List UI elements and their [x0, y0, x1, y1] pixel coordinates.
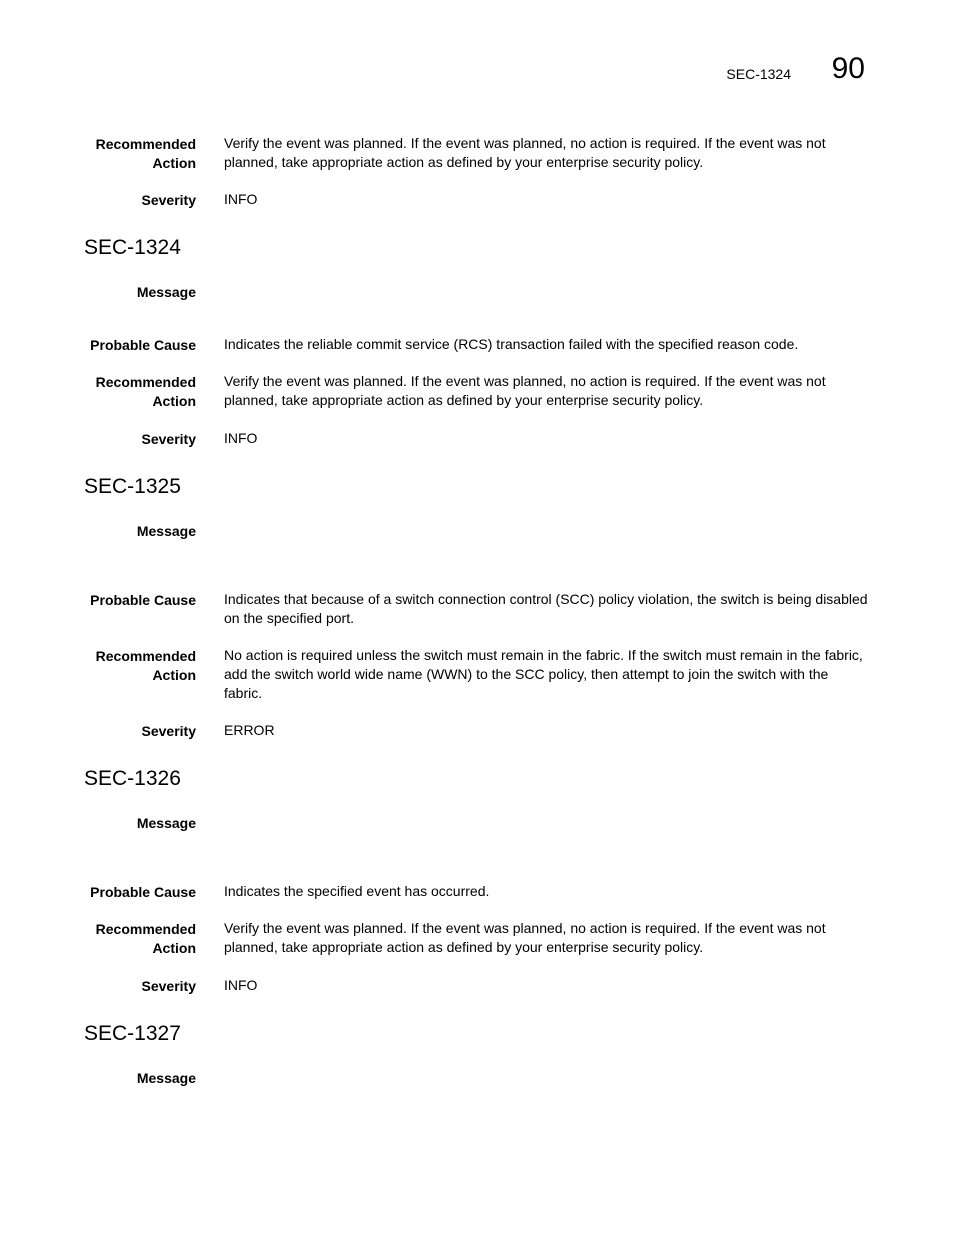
label-line: Recommended	[95, 374, 196, 390]
severity-label: Severity	[141, 723, 196, 739]
label-line: Action	[152, 940, 196, 956]
probable-cause-text: Indicates that because of a switch connection control (SCC) policy violation, the switch is being disabled on the specified port.	[224, 591, 868, 626]
entry-title: SEC-1325	[84, 475, 181, 498]
severity-label: Severity	[141, 978, 196, 994]
probable-cause-text: Indicates the reliable commit service (RCS) transaction failed with the specified reason code.	[224, 336, 799, 352]
running-header-section-code: SEC-1324	[726, 66, 791, 82]
label-line: Recommended	[95, 136, 196, 152]
recommended-action-label	[96, 135, 196, 173]
entry-title: SEC-1327	[84, 1022, 181, 1045]
severity-value: INFO	[224, 430, 258, 446]
recommended-action-text: Verify the event was planned. If the event was planned, no action is required. If the event was not planned, take appropriate action as defined by your enterprise security policy.	[224, 135, 826, 170]
recommended-action-label	[96, 920, 196, 958]
severity-value: INFO	[224, 191, 258, 207]
severity-label: Severity	[141, 431, 196, 447]
label-line: Action	[152, 667, 196, 683]
message-label: Message	[136, 284, 196, 300]
probable-cause-label: Probable Cause	[90, 592, 196, 608]
entry-title: SEC-1324	[84, 236, 181, 259]
entry-title: SEC-1326	[84, 767, 181, 790]
recommended-action-label	[96, 373, 196, 411]
recommended-action-label	[96, 647, 196, 685]
message-label: Message	[136, 1070, 196, 1086]
probable-cause-text: Indicates the specified event has occurred.	[224, 883, 490, 899]
probable-cause-label: Probable Cause	[90, 337, 196, 353]
recommended-action-text: Verify the event was planned. If the event was planned, no action is required. If the event was not planned, take appropriate action as defined by your enterprise security policy.	[224, 373, 826, 408]
severity-value: INFO	[224, 977, 258, 993]
recommended-action-text: No action is required unless the switch must remain in the fabric. If the switch must remain in the fabric, add the switch world wide name (WWN) to the SCC policy, then attempt to join the switch with the fabric.	[224, 647, 863, 701]
label-line: Action	[152, 155, 196, 171]
recommended-action-text: Verify the event was planned. If the event was planned, no action is required. If the event was not planned, take appropriate action as defined by your enterprise security policy.	[224, 920, 826, 955]
message-label: Message	[136, 815, 196, 831]
message-label: Message	[136, 523, 196, 539]
label-line: Action	[152, 393, 196, 409]
label-line: Recommended	[95, 921, 196, 937]
probable-cause-label: Probable Cause	[90, 884, 196, 900]
label-line: Recommended	[95, 648, 196, 664]
severity-value: ERROR	[224, 722, 275, 738]
chapter-number: 90	[831, 52, 865, 85]
severity-label: Severity	[141, 192, 196, 208]
